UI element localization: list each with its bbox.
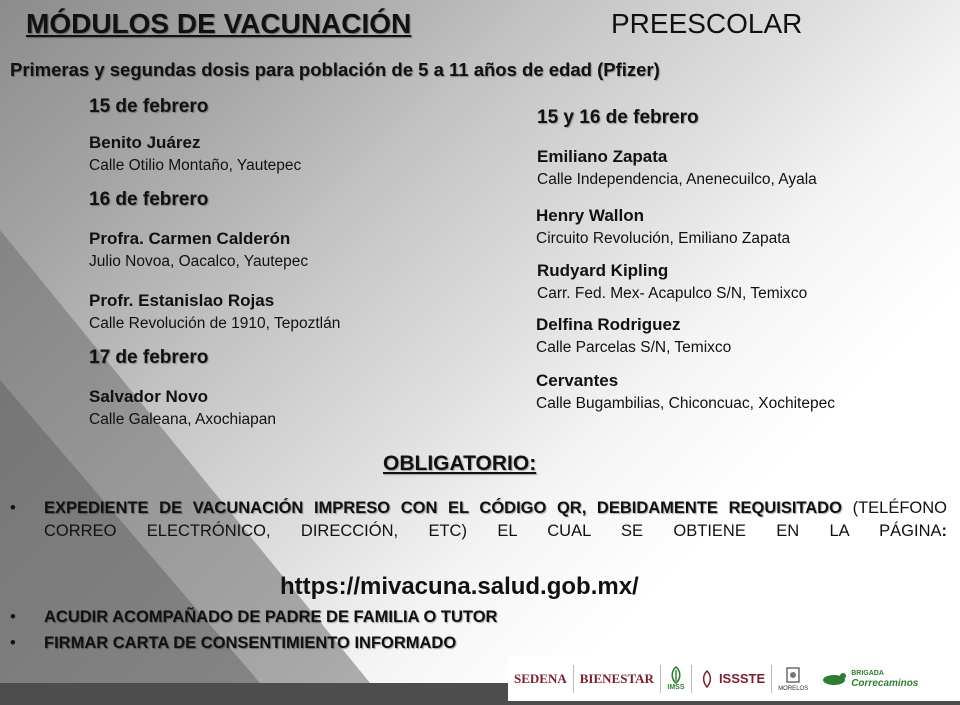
site-name: Cervantes <box>536 371 619 390</box>
roadrunner-icon <box>820 670 848 688</box>
subtitle: Primeras y segundas dosis para población de 5 a 11 años de edad (Pfizer) <box>10 59 660 80</box>
divider <box>660 665 661 693</box>
date-heading: 15 y 16 de febrero <box>537 107 699 128</box>
issste-logo-text: ISSSTE <box>718 671 766 686</box>
site-name: Rudyard Kipling <box>537 261 669 280</box>
bienestar-logo-text: BIENESTAR <box>579 670 654 686</box>
site-address: Calle Revolución de 1910, Tepoztlán <box>89 315 341 332</box>
requirement-item <box>10 606 947 629</box>
requirement-text: ACUDIR ACOMPAÑADO DE PADRE DE FAMILIA O TUTOR <box>44 608 498 626</box>
brigada-label: BRIGADA <box>851 669 884 677</box>
site-name: Profra. Carmen Calderón <box>89 229 291 248</box>
site-address: Calle Otilio Montaño, Yautepec <box>89 157 302 174</box>
bullet: • <box>10 634 16 652</box>
page-title: MÓDULOS DE VACUNACIÓN <box>26 8 412 39</box>
date-heading: 17 de febrero <box>89 347 209 368</box>
correcaminos-label: Correcaminos <box>851 677 919 689</box>
site-name: Emiliano Zapata <box>537 147 668 166</box>
requirement-text <box>44 497 947 543</box>
imss-logo-text: IMSS <box>667 684 685 691</box>
site-address: Julio Novoa, Oacalco, Yautepec <box>89 253 309 270</box>
bullet: • <box>10 608 16 626</box>
site-address: Calle Parcelas S/N, Temixco <box>536 339 732 356</box>
sedena-logo-text: SEDENA <box>514 670 567 686</box>
issste-emblem-icon <box>698 669 716 689</box>
requirement-colon: : <box>941 522 947 540</box>
site-address: Circuito Revolución, Emiliano Zapata <box>536 230 791 247</box>
date-heading: 15 de febrero <box>89 96 209 117</box>
bienestar-logo <box>580 671 654 687</box>
imss-emblem-icon <box>667 666 685 684</box>
vaccine-url-link[interactable]: https://mivacuna.salud.gob.mx/ <box>280 573 639 600</box>
requirements-heading: OBLIGATORIO: <box>383 452 537 475</box>
morelos-logo <box>778 666 808 692</box>
requirement-item <box>10 632 947 655</box>
site-name: Delfina Rodriguez <box>536 315 681 334</box>
brigada-logo-text <box>851 669 918 689</box>
morelos-shield-icon <box>784 666 802 686</box>
sedena-logo <box>514 671 567 687</box>
footer-logos <box>508 656 960 701</box>
site-address: Calle Independencia, Anenecuilco, Ayala <box>537 171 817 188</box>
requirement-item <box>10 497 947 543</box>
site-name: Henry Wallon <box>536 206 644 225</box>
site-address: Carr. Fed. Mex- Acapulco S/N, Temixco <box>537 285 808 302</box>
imss-logo <box>667 666 685 691</box>
requirement-text: FIRMAR CARTA DE CONSENTIMIENTO INFORMADO <box>44 634 457 652</box>
site-name: Salvador Novo <box>89 387 209 406</box>
issste-logo <box>698 669 765 689</box>
site-name: Profr. Estanislao Rojas <box>89 291 275 310</box>
site-address: Calle Bugambilias, Chiconcuac, Xochitepec <box>536 395 835 412</box>
divider <box>771 665 772 693</box>
divider <box>573 665 574 693</box>
requirement-rest-text: (TELÉFONO CORREO ELECTRÓNICO, DIRECCIÓN, ETC) EL CUAL SE OBTIENE EN LA PÁGINA <box>44 499 947 540</box>
site-address: Calle Galeana, Axochiapan <box>89 411 276 428</box>
level-title: PREESCOLAR <box>611 8 803 39</box>
divider <box>691 665 692 693</box>
morelos-logo-text: MORELOS <box>778 685 809 692</box>
site-name: Benito Juárez <box>89 133 201 152</box>
brigada-logo <box>820 669 918 689</box>
date-heading: 16 de febrero <box>89 189 209 210</box>
requirement-bold-text: EXPEDIENTE DE VACUNACIÓN IMPRESO CON EL CÓDIGO QR, DEBIDAMENTE REQUISITADO <box>44 499 842 517</box>
bullet: • <box>10 499 16 517</box>
